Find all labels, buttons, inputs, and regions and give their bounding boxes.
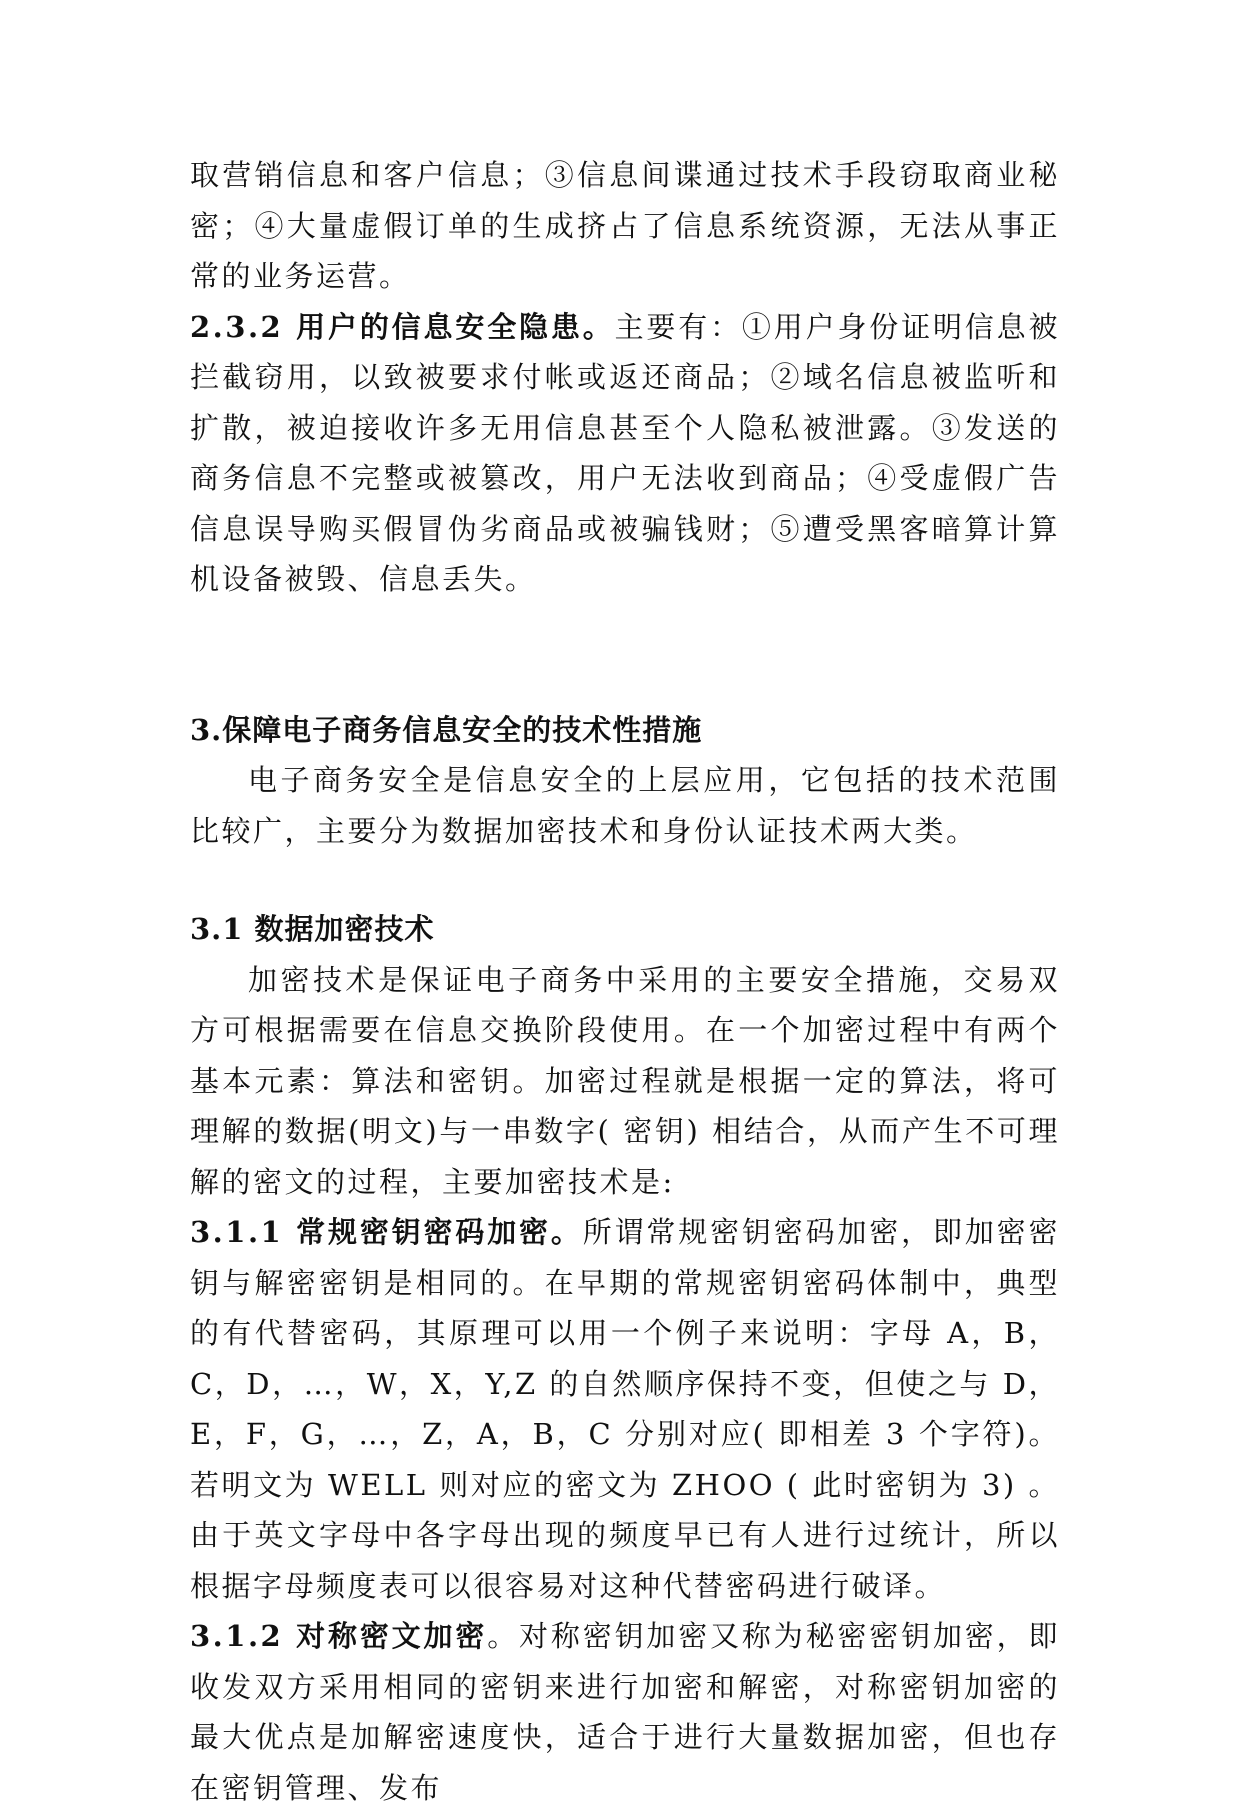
- section-3-1-heading: 3.1 数据加密技术: [190, 912, 435, 946]
- section-3-1-1-text: 所谓常规密钥密码加密，即加密密钥与解密密钥是相同的。在早期的常规密钥密码体制中，典型的有代替密码，其原理可以用一个例子来说明：字母 A，B，C，D，…，W，X，Y,Z 的自然顺序保持不变，但使之与 D，E，F，G，…，Z，A，B，C 分别对应( 即相差 3 个字符)。若明文为 WELL 则对应的密文为 ZHOO ( 此时密钥为 3) 。由于英文字母中各字母出现的频度早已有人进行过统计，所以根据字母频度表可以很容易对这种代替密码进行破译。: [190, 1215, 1060, 1603]
- section-3-1-1: [190, 1207, 1060, 1611]
- section-3-1-text: 加密技术是保证电子商务中采用的主要安全措施，交易双方可根据需要在信息交换阶段使用。在一个加密过程中有两个基本元素：算法和密钥。加密过程就是根据一定的算法，将可理解的数据(明文)与一串数字( 密钥) 相结合，从而产生不可理解的密文的过程，主要加密技术是:: [190, 962, 1060, 1199]
- section-2-3-2-text: 主要有：①用户身份证明信息被拦截窃用，以致被要求付帐或返还商品；②域名信息被监听和扩散，被迫接收许多无用信息甚至个人隐私被泄露。③发送的商务信息不完整或被篡改，用户无法收到商品；④受虚假广告信息误导购买假冒伪劣商品或被骗钱财；⑤遭受黑客暗算计算机设备被毁、信息丢失。: [190, 309, 1060, 596]
- section-3-1-2-heading: 3.1.2 对称密文加密: [190, 1619, 488, 1653]
- section-2-3-2: [190, 302, 1060, 605]
- spacer: [190, 856, 1060, 904]
- section-3-1-2: [190, 1611, 1060, 1813]
- section-2-3-2-heading: 2.3.2 用户的信息安全隐患。: [190, 309, 615, 344]
- document-page: [190, 150, 1060, 1813]
- section-3-1-1-heading: 3.1.1 常规密钥密码加密。: [190, 1215, 583, 1249]
- paragraph-enterprise-risks-continued: 取营销信息和客户信息；③信息间谍通过技术手段窃取商业秘密；④大量虚假订单的生成挤占了信息系统资源，无法从事正常的业务运营。: [190, 158, 1060, 293]
- section-3-heading: 3.保障电子商务信息安全的技术性措施: [190, 712, 703, 747]
- spacer: [190, 605, 1060, 705]
- section-3-text: 电子商务安全是信息安全的上层应用，它包括的技术范围比较广，主要分为数据加密技术和身份认证技术两大类。: [190, 763, 1060, 848]
- section-3-1-2-text: 。对称密钥加密又称为秘密密钥加密，即收发双方采用相同的密钥来进行加密和解密，对称密钥加密的最大优点是加解密速度快，适合于进行大量数据加密，但也存在密钥管理、发布: [190, 1619, 1060, 1805]
